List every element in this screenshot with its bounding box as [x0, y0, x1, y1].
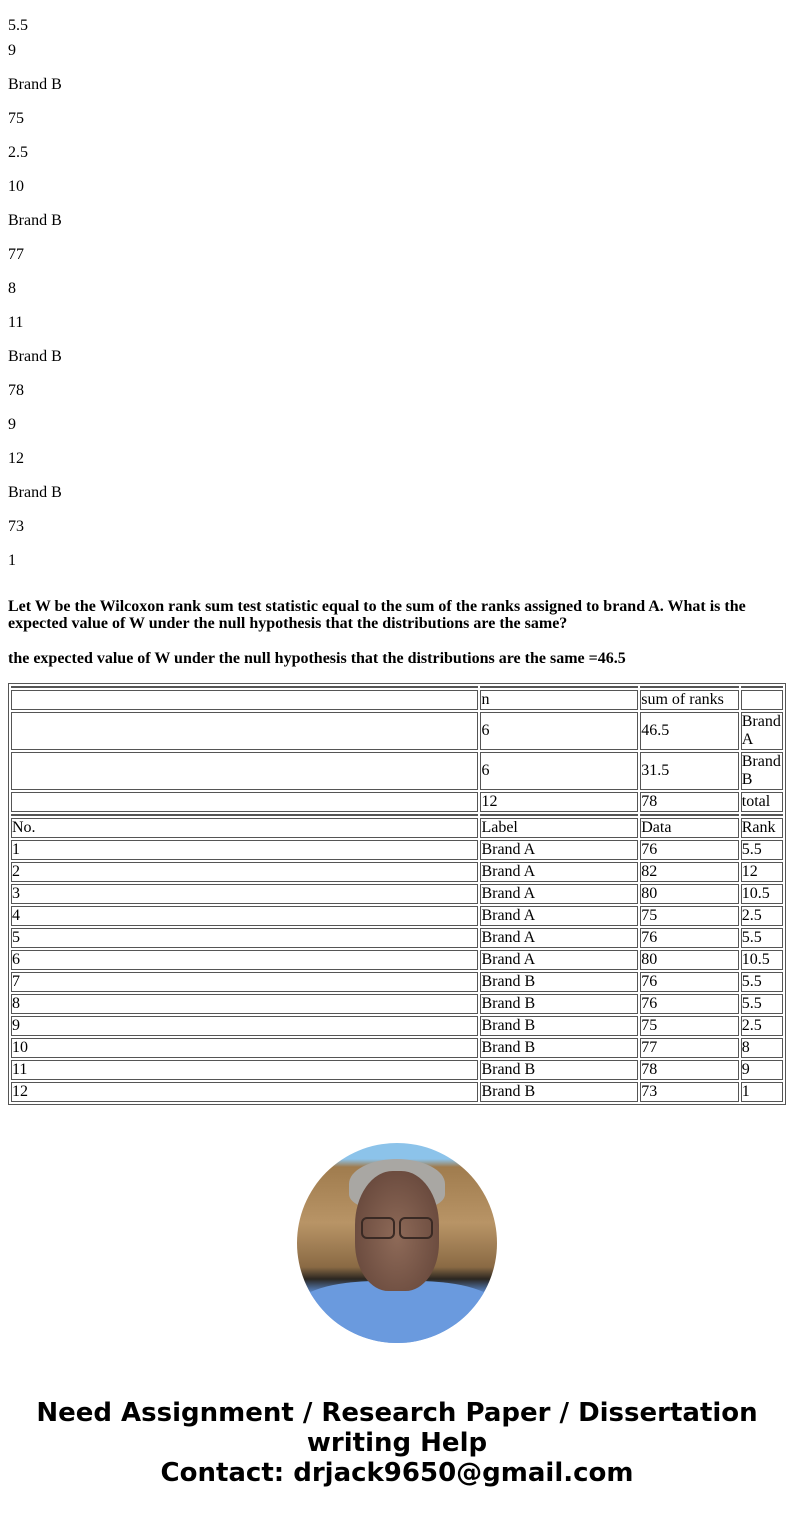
fragment: 73	[8, 518, 24, 535]
column-header: No.	[11, 818, 478, 838]
summary-row	[11, 792, 783, 812]
table-row	[11, 994, 783, 1014]
fragment: 10	[8, 178, 24, 195]
table-cell: 5.5	[741, 840, 783, 860]
table-cell: Brand B	[741, 752, 783, 790]
answer-text: the expected value of W under the null hypothesis that the distributions are the same =46.5	[8, 650, 626, 667]
table-cell: 5.5	[741, 928, 783, 948]
table-cell	[11, 752, 478, 790]
table-cell: 2.5	[741, 906, 783, 926]
fragment: 1	[8, 552, 16, 569]
column-header: Rank	[741, 818, 783, 838]
table-cell: Brand A	[480, 884, 638, 904]
table-cell: n	[480, 690, 638, 710]
table-cell: Brand B	[480, 972, 638, 992]
table-cell	[11, 792, 478, 812]
table-cell: 77	[640, 1038, 739, 1058]
table-cell: Brand B	[480, 1038, 638, 1058]
table-cell: 5.5	[741, 994, 783, 1014]
table-row	[11, 906, 783, 926]
table-cell: 6	[480, 712, 638, 750]
table-cell: Brand B	[480, 1016, 638, 1036]
table-cell: 6	[11, 950, 478, 970]
table-row	[11, 1082, 783, 1102]
table-cell: 76	[640, 840, 739, 860]
summary-row	[11, 712, 783, 750]
table-cell: 76	[640, 972, 739, 992]
table-row	[11, 1016, 783, 1036]
fragment: Brand B	[8, 348, 62, 365]
table-cell: 1	[11, 840, 478, 860]
table-cell: 11	[11, 1060, 478, 1080]
table-cell: Brand A	[741, 712, 783, 750]
table-row	[11, 972, 783, 992]
table-cell: 10.5	[741, 884, 783, 904]
banner-contact: Contact: drjack9650@gmail.com	[160, 1458, 634, 1488]
table-cell: 5.5	[741, 972, 783, 992]
fragment: 77	[8, 246, 24, 263]
table-cell: Brand A	[480, 928, 638, 948]
banner-tagline: Need Assignment / Research Paper / Dissertation writing Help	[36, 1398, 758, 1458]
fragment: 78	[8, 382, 24, 399]
table-row	[11, 950, 783, 970]
table-cell: Brand A	[480, 906, 638, 926]
table-cell: 80	[640, 884, 739, 904]
table-cell: 12	[11, 1082, 478, 1102]
table-row	[11, 1060, 783, 1080]
table-cell: Brand A	[480, 862, 638, 882]
fragment: 11	[8, 314, 24, 331]
profile-photo-container	[8, 1143, 786, 1348]
table-cell: 76	[640, 994, 739, 1014]
table-cell: Brand B	[480, 1060, 638, 1080]
table-cell: 5	[11, 928, 478, 948]
fragment: 9	[8, 416, 16, 433]
fragment: Brand B	[8, 212, 62, 229]
fragment: Brand B	[8, 76, 62, 93]
table-cell: 10	[11, 1038, 478, 1058]
table-cell: 9	[741, 1060, 783, 1080]
table-row	[11, 1038, 783, 1058]
table-cell: 80	[640, 950, 739, 970]
table-cell: 2.5	[741, 1016, 783, 1036]
table-cell: 3	[11, 884, 478, 904]
summary-header-row	[11, 690, 783, 710]
table-cell	[11, 690, 478, 710]
fragment: 12	[8, 450, 24, 467]
table-cell: 12	[741, 862, 783, 882]
table-cell: 2	[11, 862, 478, 882]
table-cell: 75	[640, 1016, 739, 1036]
table-cell: 7	[11, 972, 478, 992]
table-row	[11, 840, 783, 860]
column-header: Data	[640, 818, 739, 838]
table-cell: 8	[11, 994, 478, 1014]
table-cell: 82	[640, 862, 739, 882]
table-row	[11, 928, 783, 948]
table-cell: Brand A	[480, 840, 638, 860]
text-fragments	[8, 0, 786, 578]
table-cell: 73	[640, 1082, 739, 1102]
table-cell: 76	[640, 928, 739, 948]
table-spacer-row	[11, 814, 783, 816]
fragment: 2.5	[8, 144, 28, 161]
table-cell: 6	[480, 752, 638, 790]
table-cell: 78	[640, 792, 739, 812]
data-header-row	[11, 818, 783, 838]
profile-photo	[297, 1143, 497, 1343]
table-cell	[11, 712, 478, 750]
fragment: 8	[8, 280, 16, 297]
contact-banner	[8, 1398, 786, 1488]
table-cell: Brand A	[480, 950, 638, 970]
table-cell: 46.5	[640, 712, 739, 750]
table-cell: 12	[480, 792, 638, 812]
table-spacer-row	[11, 686, 783, 688]
table-row	[11, 884, 783, 904]
summary-row	[11, 752, 783, 790]
table-row	[11, 862, 783, 882]
table-cell: 78	[640, 1060, 739, 1080]
fragment: 5.5	[8, 17, 28, 34]
photo-glasses	[361, 1217, 433, 1237]
rank-sum-table	[8, 683, 786, 1105]
table-cell: 8	[741, 1038, 783, 1058]
fragment: 75	[8, 110, 24, 127]
table-cell: Brand B	[480, 1082, 638, 1102]
table-cell: 1	[741, 1082, 783, 1102]
table-cell: total	[741, 792, 783, 812]
table-cell: 9	[11, 1016, 478, 1036]
column-header: Label	[480, 818, 638, 838]
table-cell: sum of ranks	[640, 690, 739, 710]
fragment: Brand B	[8, 484, 62, 501]
table-cell: Brand B	[480, 994, 638, 1014]
table-cell: 4	[11, 906, 478, 926]
fragment: 9	[8, 42, 16, 59]
table-cell	[741, 690, 783, 710]
question-text: Let W be the Wilcoxon rank sum test statistic equal to the sum of the ranks assigned to brand A. What is the expected value of W under the null hypothesis that the distributions are the same?	[8, 598, 746, 632]
table-cell: 75	[640, 906, 739, 926]
table-cell: 31.5	[640, 752, 739, 790]
table-cell: 10.5	[741, 950, 783, 970]
